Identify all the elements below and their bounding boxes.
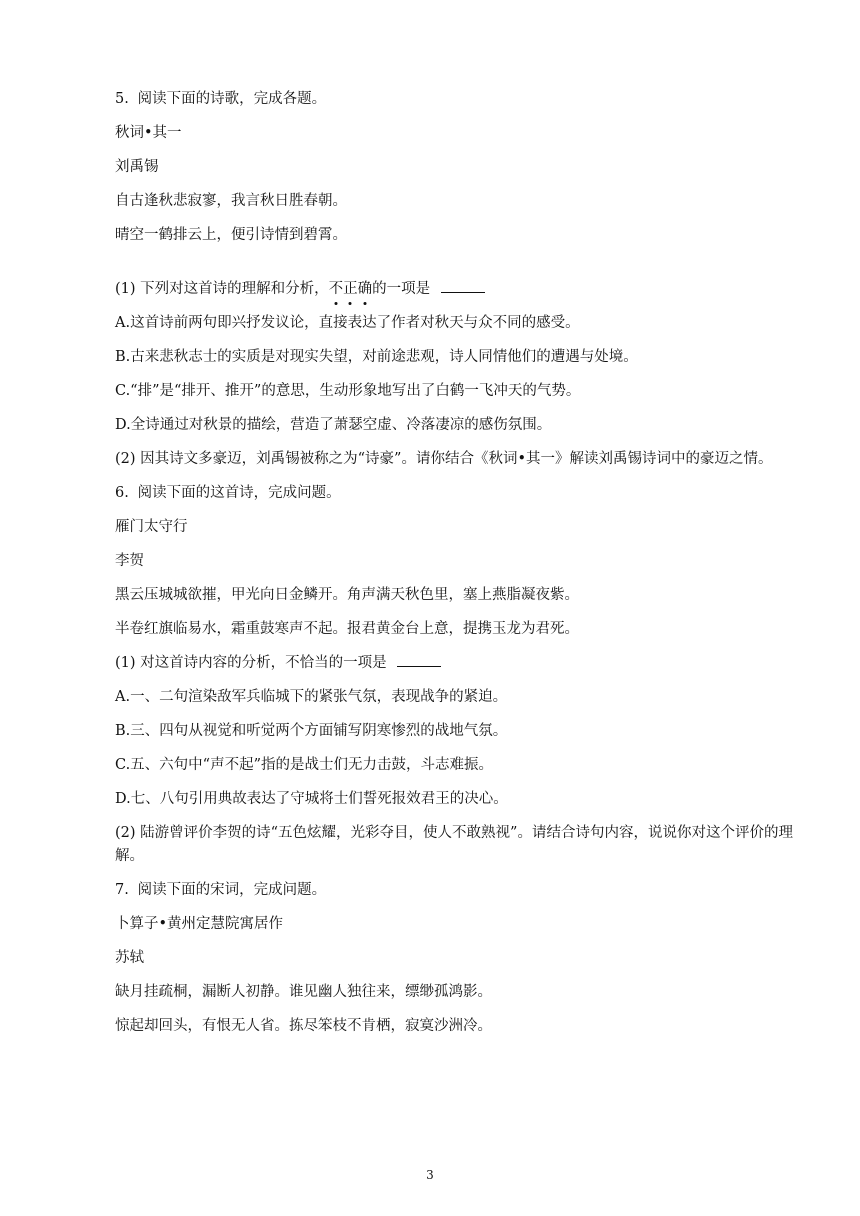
option-d: D.全诗通过对秋景的描绘，营造了萧瑟空虚、冷落凄凉的感伤氛围。 [115, 417, 552, 433]
question-5-prompt [115, 88, 795, 122]
question-7-prompt [115, 879, 795, 913]
question-number: 7. [115, 882, 129, 898]
poem-verse: 半卷红旗临易水，霜重鼓寒声不起。报君黄金台上意，提携玉龙为君死。 [115, 621, 579, 637]
page-content [115, 88, 795, 1049]
spacer [115, 258, 795, 278]
option-d: D.七、八句引用典故表达了守城将士们誓死报效君王的决心。 [115, 791, 508, 807]
poem-title: 秋词•其一 [115, 125, 182, 141]
option-c: C.五、六句中“声不起”指的是战士们无力击鼓，斗志难振。 [115, 757, 494, 773]
question-6-prompt [115, 482, 795, 516]
poem-verse: 自古逢秋悲寂寥，我言秋日胜春朝。 [115, 193, 347, 209]
sub-question-text: 的一项是 [372, 281, 431, 297]
poem-author: 李贺 [115, 553, 144, 569]
poem-verse: 黑云压城城欲摧，甲光向日金鳞开。角声满天秋色里，塞上燕脂凝夜紫。 [115, 587, 579, 603]
question-number: 5. [115, 91, 129, 107]
poem-verse: 晴空一鹤排云上，便引诗情到碧霄。 [115, 227, 347, 243]
emphasis-char: 确 [358, 278, 373, 301]
option-b: B.古来悲秋志士的实质是对现实失望，对前途悲观，诗人同情他们的遭遇与处境。 [115, 349, 638, 365]
option-a: A.这首诗前两句即兴抒发议论，直接表达了作者对秋天与众不同的感受。 [115, 315, 580, 331]
sub-question-text: (1) 对这首诗内容的分析，不恰当的一项是 [115, 655, 387, 671]
poem-verse: 缺月挂疏桐，漏断人初静。谁见幽人独往来，缥缈孤鸿影。 [115, 984, 492, 1000]
sub-question-1 [115, 652, 795, 686]
sub-question-1 [115, 278, 795, 312]
question-prompt: 阅读下面的这首诗，完成问题。 [137, 485, 341, 501]
emphasis-char: 正 [343, 278, 358, 301]
sub-question-2: (2) 因其诗文多豪迈，刘禹锡被称之为“诗豪”。请你结合《秋词•其一》解读刘禹锡诗词中的豪迈之情。 [115, 451, 773, 467]
poem-title: 卜算子•黄州定慧院寓居作 [115, 916, 284, 932]
question-prompt: 阅读下面的诗歌，完成各题。 [137, 91, 327, 107]
answer-blank[interactable] [397, 652, 441, 667]
option-a: A.一、二句渲染敌军兵临城下的紧张气氛，表现战争的紧迫。 [115, 689, 508, 705]
emphasis-char: 不 [329, 278, 344, 301]
question-prompt: 阅读下面的宋词，完成问题。 [137, 882, 327, 898]
question-number: 6. [115, 485, 129, 501]
poem-author: 苏轼 [115, 950, 144, 966]
option-b: B.三、四句从视觉和听觉两个方面铺写阴寒惨烈的战地气氛。 [115, 723, 508, 739]
poem-title: 雁门太守行 [115, 519, 188, 535]
sub-question-text: (1) 下列对这首诗的理解和分析， [115, 281, 329, 297]
option-c: C.“排”是“排开、推开”的意思，生动形象地写出了白鹤一飞冲天的气势。 [115, 383, 581, 399]
page-number: 3 [426, 1168, 434, 1182]
sub-question-2: (2) 陆游曾评价李贺的诗“五色炫耀，光彩夺目，使人不敢熟视”。请结合诗句内容，说说你对这个评价的理解。 [115, 825, 793, 864]
poem-author: 刘禹锡 [115, 159, 159, 175]
answer-blank[interactable] [441, 278, 485, 293]
poem-verse: 惊起却回头，有恨无人省。拣尽笨枝不肯栖，寂寞沙洲冷。 [115, 1018, 492, 1034]
